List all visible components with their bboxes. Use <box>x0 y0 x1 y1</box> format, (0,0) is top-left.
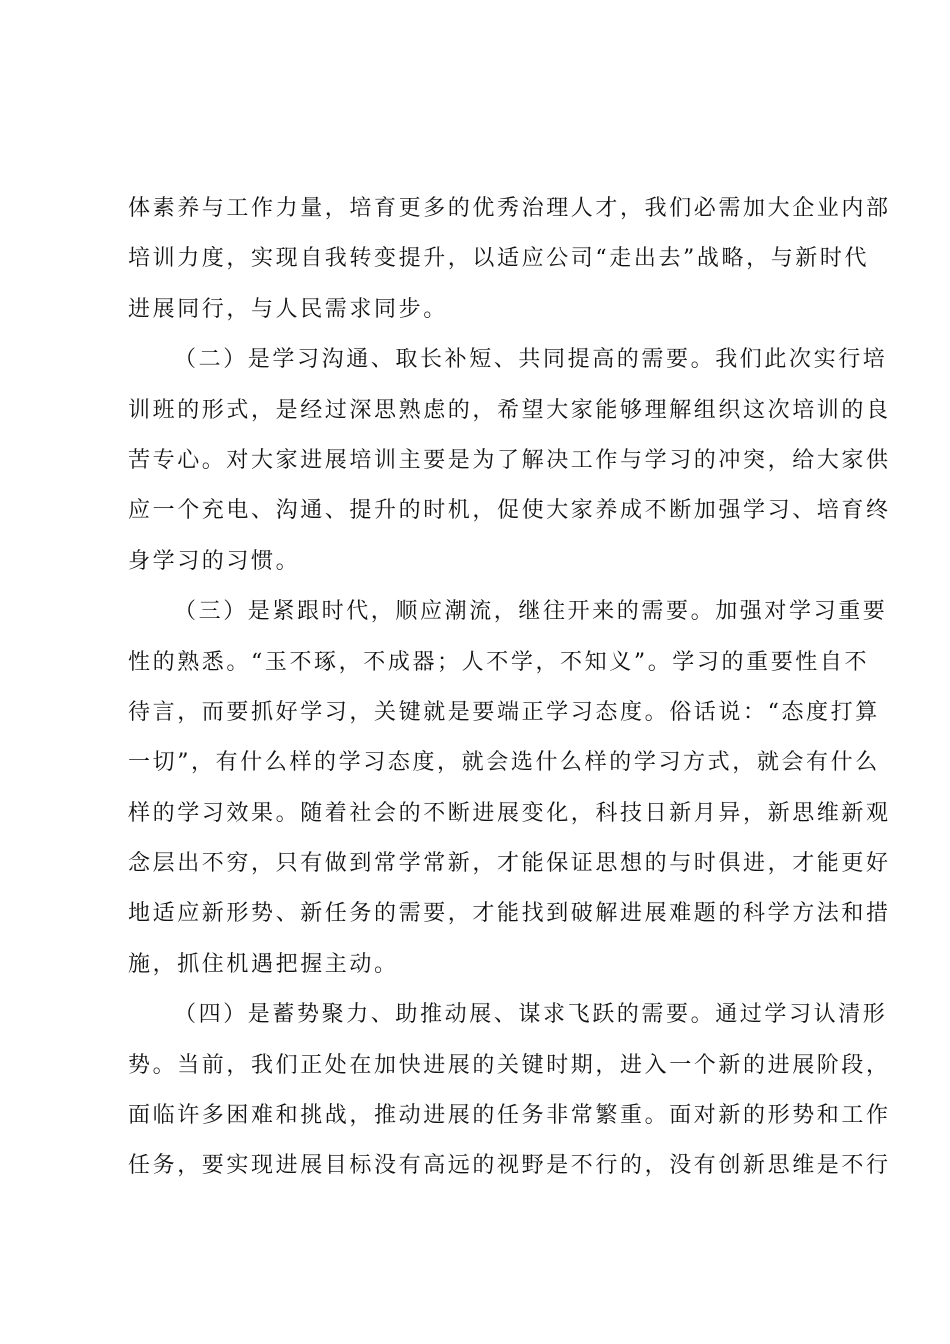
text-line: 一切”，有什么样的学习态度，就会选什么样的学习方式，就会有什么 <box>128 750 880 776</box>
text-line: 体素养与工作力量，培育更多的优秀治理人才，我们必需加大企业内部 <box>128 196 891 221</box>
text-line: 地适应新形势、新任务的需要，才能找到破解进展难题的科学方法和措 <box>128 901 891 927</box>
paragraph-start-line: （二）是学习沟通、取长补短、共同提高的需要。我们此次实行培 <box>174 347 888 373</box>
text-line: 身学习的习惯。 <box>128 548 301 574</box>
text-line: 面临许多困难和挑战，推动进展的任务非常繁重。面对新的形势和工作 <box>128 1103 891 1129</box>
document-body <box>128 184 891 1192</box>
text-line: 任务，要实现进展目标没有高远的视野是不行的，没有创新思维是不行 <box>128 1153 891 1179</box>
text-line: 性的熟悉。“玉不琢，不成器；人不学，不知义”。学习的重要性自不 <box>128 649 870 675</box>
paragraph-start-line: （四）是蓄势聚力、助推动展、谋求飞跃的需要。通过学习认清形 <box>174 1002 888 1028</box>
text-line: 样的学习效果。随着社会的不断进展变化，科技日新月异，新思维新观 <box>128 800 891 826</box>
text-line: 进展同行，与人民需求同步。 <box>128 296 448 322</box>
text-line: 训班的形式，是经过深思熟虑的，希望大家能够理解组织这次培训的良 <box>128 397 891 423</box>
text-line: 应一个充电、沟通、提升的时机，促使大家养成不断加强学习、培育终 <box>128 498 891 524</box>
text-line: 念层出不穷，只有做到常学常新，才能保证思想的与时俱进，才能更好 <box>128 851 891 877</box>
text-line: 势。当前，我们正处在加快进展的关键时期，进入一个新的进展阶段， <box>128 1052 891 1078</box>
paragraph-start-line: （三）是紧跟时代，顺应潮流，继往开来的需要。加强对学习重要 <box>174 599 888 625</box>
text-line: 苦专心。对大家进展培训主要是为了解决工作与学习的冲突，给大家供 <box>128 447 891 473</box>
text-line: 待言，而要抓好学习，关键就是要端正学习态度。俗话说：“态度打算 <box>128 699 880 725</box>
text-line: 培训力度，实现自我转变提升，以适应公司“走出去”战略，与新时代 <box>128 246 870 272</box>
text-line: 施，抓住机遇把握主动。 <box>128 951 399 977</box>
